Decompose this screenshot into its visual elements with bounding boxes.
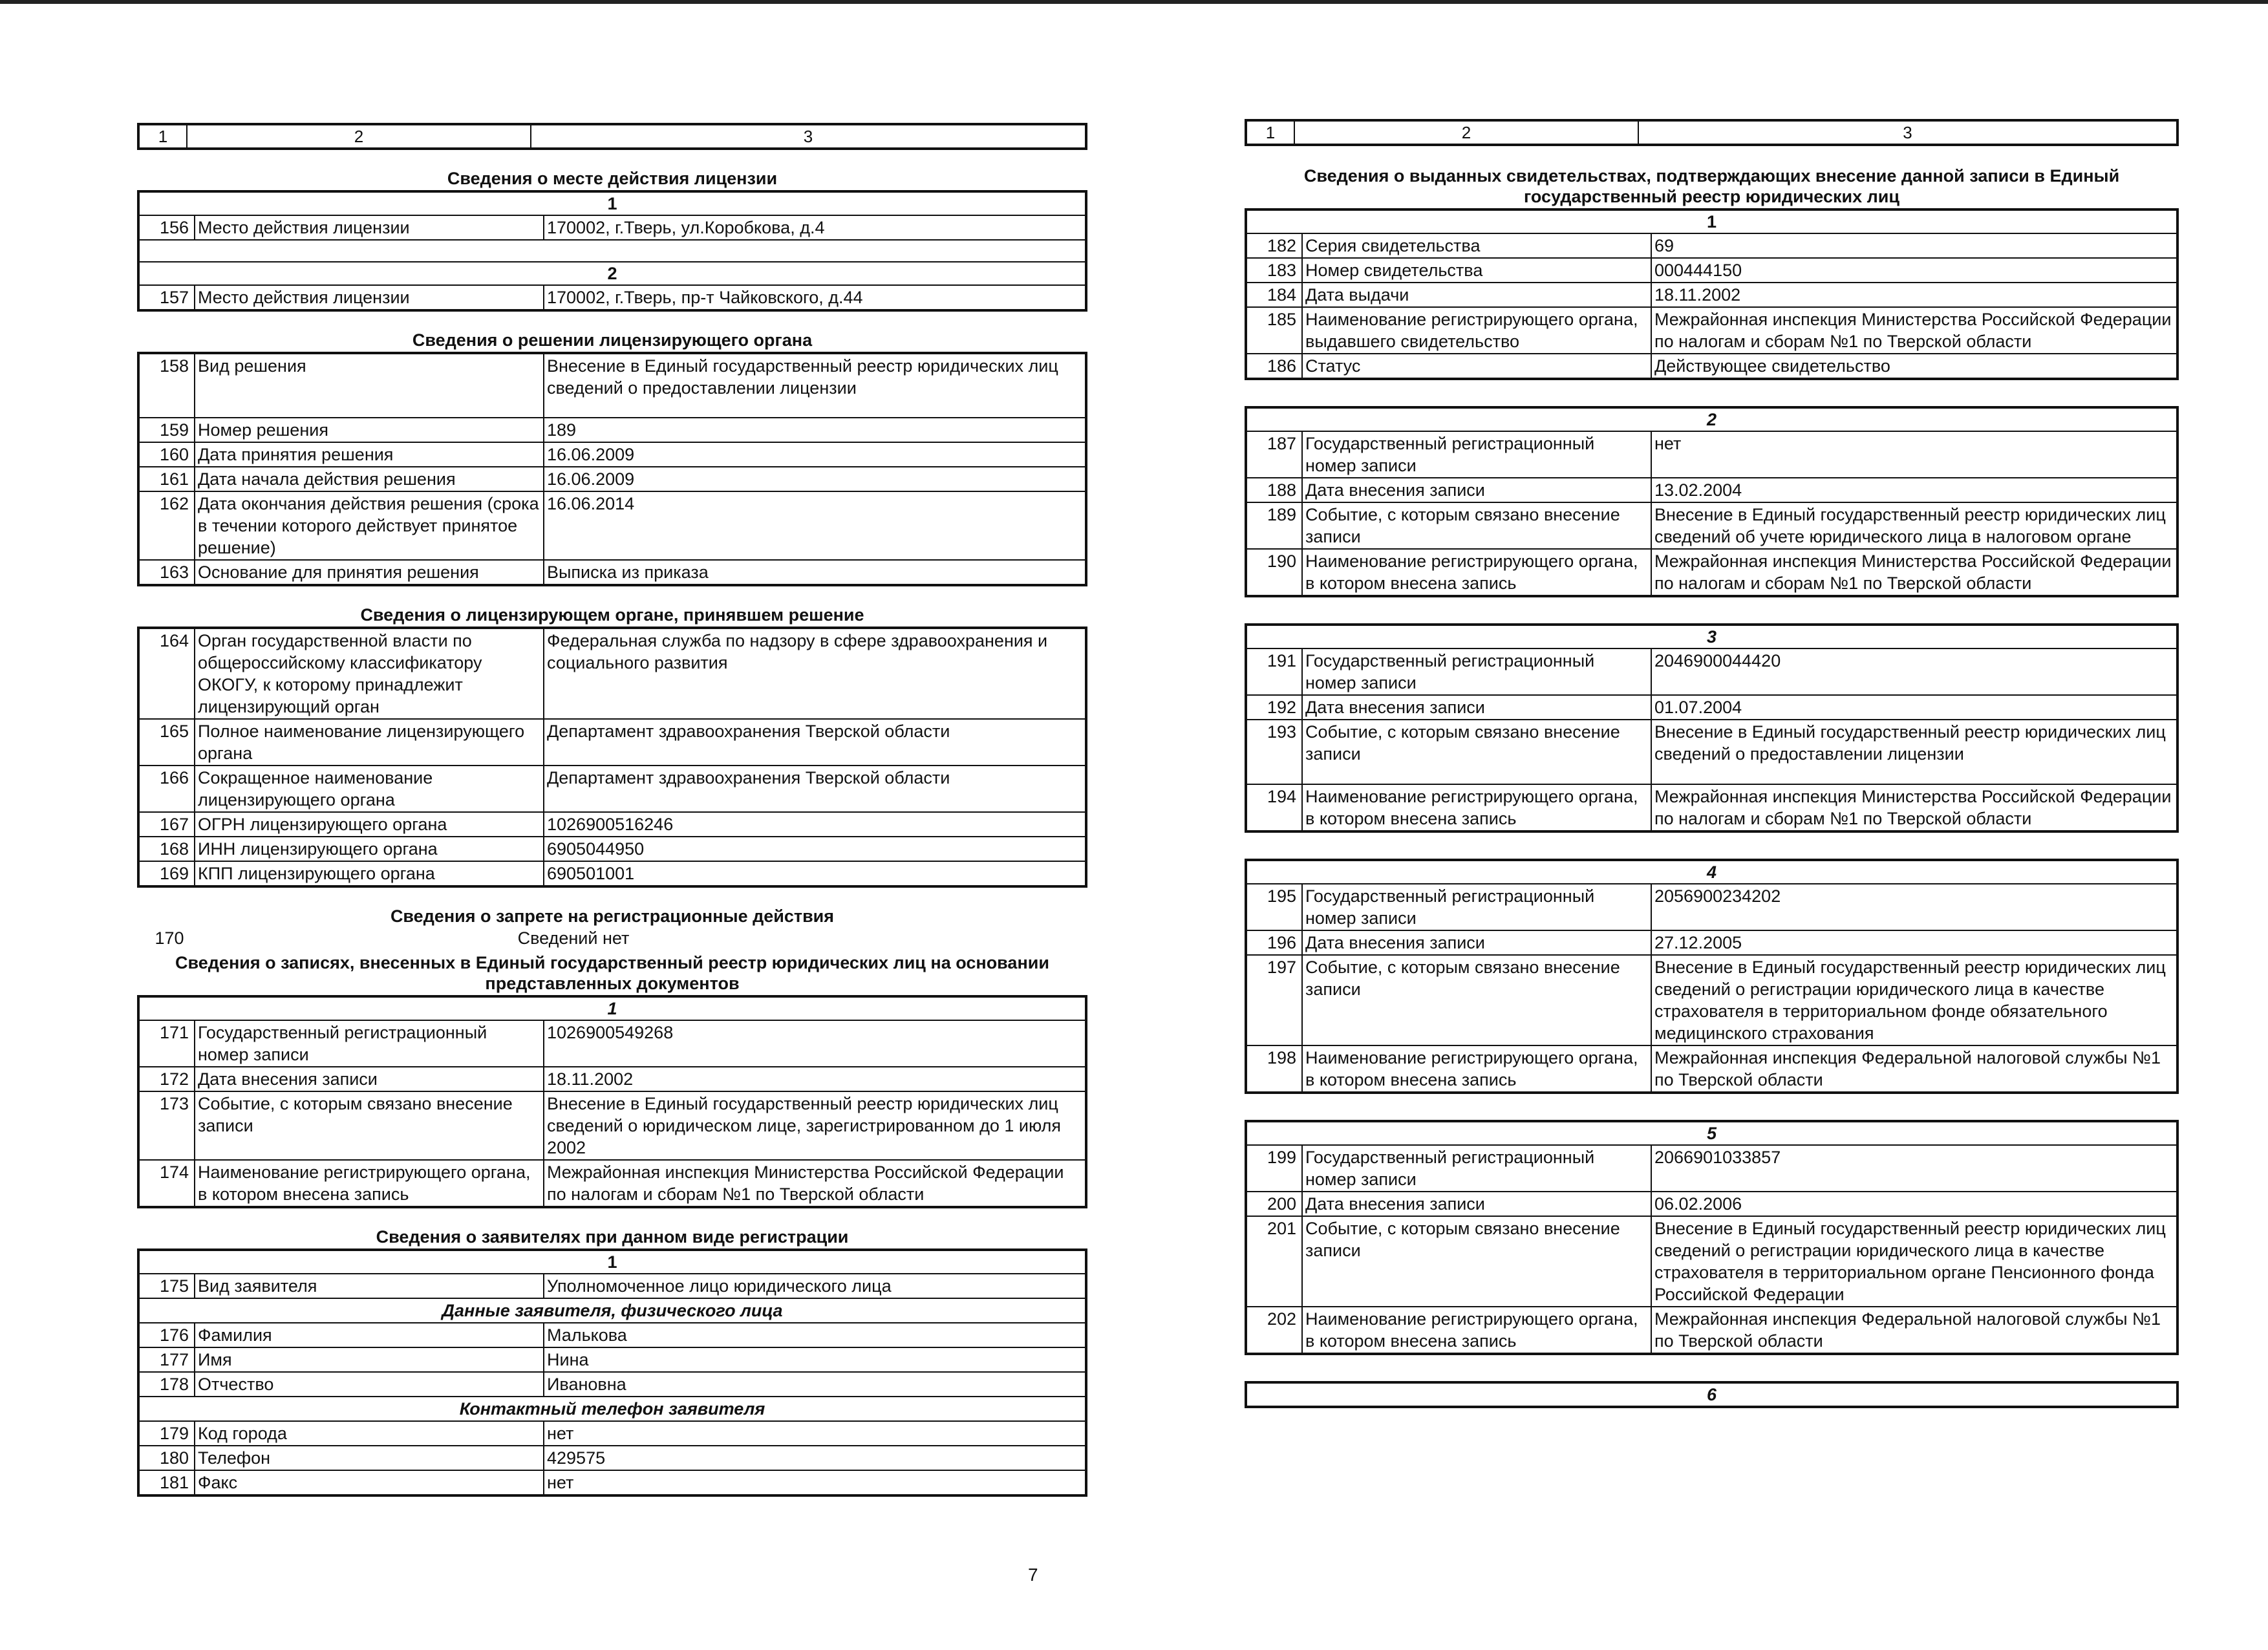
table-row: 158 Вид решения Внесение в Единый государственный реестр юридических лиц сведений о предоставлении лицензии	[138, 353, 1086, 418]
col-3: 3	[1638, 120, 2177, 145]
table-row: 173 Событие, с которым связано внесение записи Внесение в Единый государственный реестр юридических лиц сведений о юридическом лице, зарегистрированном до 1 июля 2002	[138, 1091, 1086, 1160]
table-row: 190 Наименование регистрирующего органа, в котором внесена запись Межрайонная инспекция Министерства Российской Федерации по налогам и сборам №1 по Тверской области	[1246, 549, 2177, 596]
table-row: 181 Факс нет	[138, 1470, 1086, 1495]
table-row: 200 Дата внесения записи 06.02.2006	[1246, 1192, 2177, 1216]
table-row: 201 Событие, с которым связано внесение записи Внесение в Единый государственный реестр юридических лиц сведений о регистрации юридического лица в качестве страхователя в территориальном органе Пенсионного фонда Российской Федерации	[1246, 1216, 2177, 1307]
group-number: 1	[138, 191, 1086, 215]
no-records-line	[137, 928, 1087, 948]
table-row: 188 Дата внесения записи 13.02.2004	[1246, 478, 2177, 502]
license-place-table	[137, 190, 1087, 312]
table-row: 174 Наименование регистрирующего органа, в котором внесена запись Межрайонная инспекция Министерства Российской Федерации по налогам и сборам №1 по Тверской области	[138, 1160, 1086, 1207]
table-row: 162 Дата окончания действия решения (срока в течении которого действует принятое решение) 16.06.2014	[138, 491, 1086, 560]
spacer-row	[138, 240, 1086, 262]
left-page	[137, 123, 1087, 1497]
table-row: 183 Номер свидетельства 000444150	[1246, 258, 2177, 283]
group-number: 2	[1246, 407, 2177, 431]
record-block-5	[1245, 1120, 2179, 1355]
table-row: 168 ИНН лицензирующего органа 6905044950	[138, 837, 1086, 861]
table-row: 191 Государственный регистрационный номер записи 2046900044420	[1246, 648, 2177, 695]
table-row: 165 Полное наименование лицензирующего органа Департамент здравоохранения Тверской области	[138, 719, 1086, 766]
scan-top-edge	[0, 0, 2268, 4]
table-row: 186 Статус Действующее свидетельство	[1246, 354, 2177, 379]
section-title-licensing-body: Сведения о лицензирующем органе, принявшем решение	[360, 605, 864, 625]
table-row: 178 Отчество Ивановна	[138, 1372, 1086, 1397]
group-number: 5	[1246, 1121, 2177, 1145]
record-block-6	[1245, 1381, 2179, 1408]
table-row: 169 КПП лицензирующего органа 690501001	[138, 861, 1086, 886]
col-2: 2	[1294, 120, 1638, 145]
right-page	[1245, 123, 2179, 1408]
group-number: 2	[138, 262, 1086, 285]
row-number: 170	[155, 928, 184, 948]
certificates-table	[1245, 208, 2179, 380]
section-title-license-place: Сведения о месте действия лицензии	[447, 169, 778, 188]
table-row: 189 Событие, с которым связано внесение записи Внесение в Единый государственный реестр юридических лиц сведений об учете юридического лица в налоговом органе	[1246, 502, 2177, 549]
table-row: 192 Дата внесения записи 01.07.2004	[1246, 695, 2177, 720]
table-row: 160 Дата принятия решения 16.06.2009	[138, 442, 1086, 467]
col-1: 1	[1246, 120, 1294, 145]
table-row: 177 Имя Нина	[138, 1347, 1086, 1372]
table-row: 185 Наименование регистрирующего органа, выдавшего свидетельство Межрайонная инспекция Министерства Российской Федерации по налогам и сборам №1 по Тверской области	[1246, 307, 2177, 354]
records-table	[137, 995, 1087, 1208]
table-row: 184 Дата выдачи 18.11.2002	[1246, 283, 2177, 307]
table-row: 199 Государственный регистрационный номер записи 2066901033857	[1246, 1145, 2177, 1192]
group-number: 3	[1246, 625, 2177, 648]
subheading-person: Данные заявителя, физического лица	[138, 1298, 1086, 1323]
column-header-right	[1245, 119, 2179, 146]
table-row: 182 Серия свидетельства 69	[1246, 233, 2177, 258]
table-row: 175 Вид заявителя Уполномоченное лицо юридического лица	[138, 1274, 1086, 1298]
subheading-contact: Контактный телефон заявителя	[138, 1397, 1086, 1421]
section-title-ban: Сведения о запрете на регистрационные действия	[390, 906, 835, 926]
table-row: 171 Государственный регистрационный номер записи 1026900549268	[138, 1020, 1086, 1067]
section-title-records: Сведения о записях, внесенных в Единый государственный реестр юридических лиц на основании представленных документов	[175, 953, 1049, 993]
col-3: 3	[531, 124, 1086, 149]
table-row: 156 Место действия лицензии 170002, г.Тверь, ул.Коробкова, д.4	[138, 215, 1086, 240]
table-row: 194 Наименование регистрирующего органа, в котором внесена запись Межрайонная инспекция Министерства Российской Федерации по налогам и сборам №1 по Тверской области	[1246, 784, 2177, 831]
table-row: 163 Основание для принятия решения Выписка из приказа	[138, 560, 1086, 585]
record-block-3	[1245, 623, 2179, 833]
table-row: 202 Наименование регистрирующего органа, в котором внесена запись Межрайонная инспекция Федеральной налоговой службы №1 по Тверской области	[1246, 1307, 2177, 1354]
group-number: 1	[138, 1250, 1086, 1274]
table-row: 176 Фамилия Малькова	[138, 1323, 1086, 1347]
col-1: 1	[138, 124, 187, 149]
table-row: 161 Дата начала действия решения 16.06.2009	[138, 467, 1086, 491]
column-header-left	[137, 123, 1087, 150]
page-number: 7	[1028, 1565, 1038, 1585]
no-records-value: Сведений нет	[517, 928, 630, 948]
table-row: 166 Сокращенное наименование лицензирующего органа Департамент здравоохранения Тверской области	[138, 766, 1086, 812]
table-row: 164 Орган государственной власти по общероссийскому классификатору ОКОГУ, к которому принадлежит лицензирующий орган Федеральная служба по надзору в сфере здравоохранения и социального развития	[138, 628, 1086, 719]
table-row: 196 Дата внесения записи 27.12.2005	[1246, 930, 2177, 955]
table-row: 195 Государственный регистрационный номер записи 2056900234202	[1246, 884, 2177, 930]
section-title-applicants: Сведения о заявителях при данном виде регистрации	[376, 1227, 849, 1247]
section-title-certificates: Сведения о выданных свидетельствах, подтверждающих внесение данной записи в Единый государственный реестр юридических лиц	[1303, 166, 2120, 206]
table-row: 159 Номер решения 189	[138, 418, 1086, 442]
group-number: 4	[1246, 860, 2177, 884]
col-2: 2	[187, 124, 531, 149]
table-row: 197 Событие, с которым связано внесение записи Внесение в Единый государственный реестр юридических лиц сведений о регистрации юридического лица в качестве страхователя в территориальном фонде обязательного медицинского страхования	[1246, 955, 2177, 1045]
record-block-2	[1245, 406, 2179, 597]
group-number: 6	[1246, 1382, 2177, 1407]
table-row: 157 Место действия лицензии 170002, г.Тверь, пр-т Чайковского, д.44	[138, 285, 1086, 310]
group-number: 1	[1246, 209, 2177, 233]
table-row: 193 Событие, с которым связано внесение записи Внесение в Единый государственный реестр юридических лиц сведений о предоставлении лицензии	[1246, 720, 2177, 784]
group-number: 1	[138, 996, 1086, 1020]
decision-table	[137, 352, 1087, 586]
record-block-4	[1245, 859, 2179, 1094]
applicants-table	[137, 1248, 1087, 1497]
table-row: 180 Телефон 429575	[138, 1446, 1086, 1470]
table-row: 172 Дата внесения записи 18.11.2002	[138, 1067, 1086, 1091]
table-row: 187 Государственный регистрационный номер записи нет	[1246, 431, 2177, 478]
table-row: 179 Код города нет	[138, 1421, 1086, 1446]
table-row: 167 ОГРН лицензирующего органа 1026900516246	[138, 812, 1086, 837]
table-row: 198 Наименование регистрирующего органа, в котором внесена запись Межрайонная инспекция Федеральной налоговой службы №1 по Тверской области	[1246, 1045, 2177, 1093]
section-title-decision: Сведения о решении лицензирующего органа	[412, 330, 813, 350]
licensing-body-table	[137, 627, 1087, 888]
